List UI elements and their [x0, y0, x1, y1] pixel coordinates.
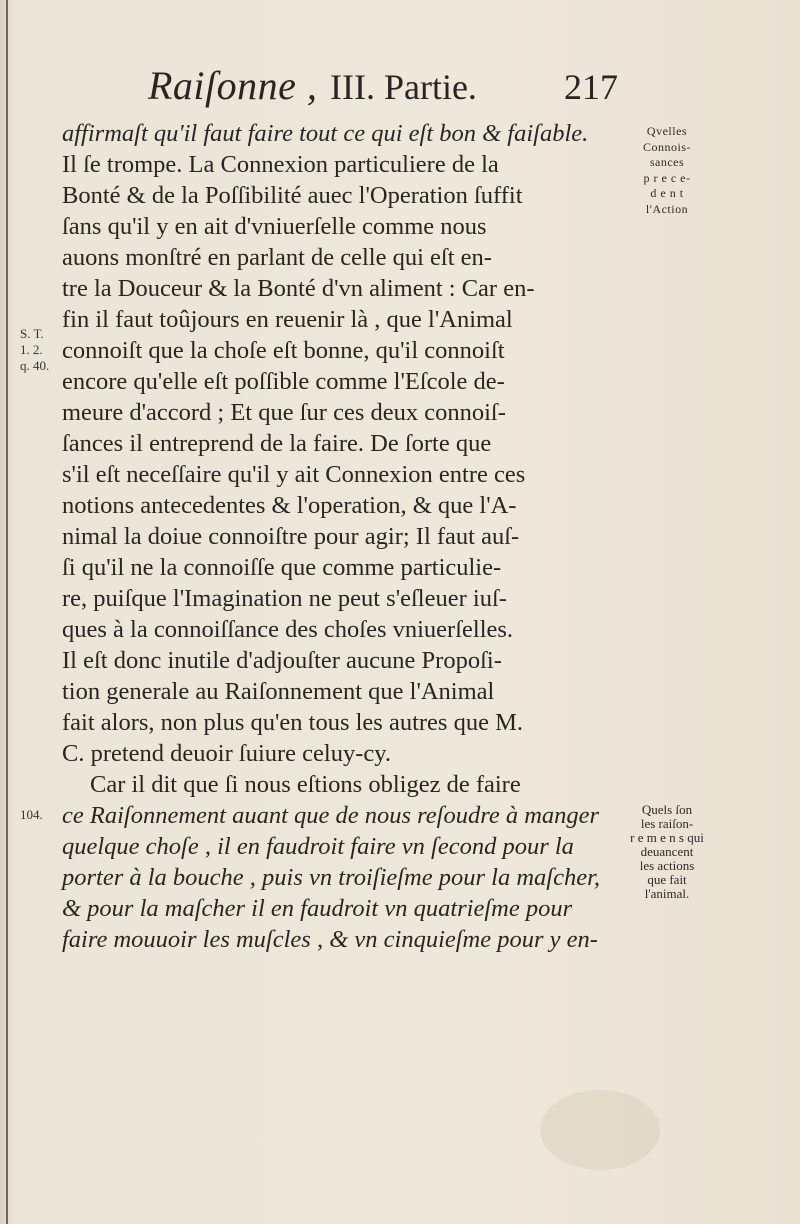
text-line: quelque choſe , il en faudroit faire vn ſecond pour la: [62, 833, 574, 860]
text-line: re, puiſque l'Imagination ne peut s'eſleuer iuſ-: [62, 585, 507, 612]
text-line: ſi qu'il ne la connoiſſe que comme particulie-: [62, 554, 502, 581]
text-line: porter à la bouche , puis vn troiſieſme pour la maſcher,: [62, 864, 601, 891]
text-line: C. pretend deuoir ſuiure celuy-cy.: [62, 740, 392, 767]
page-gutter: [6, 0, 8, 1224]
text-line: & pour la maſcher il en faudroit vn quatrieſme pour: [62, 895, 573, 922]
text-line: Il ſe trompe. La Connexion particuliere de la: [62, 151, 499, 178]
text-line: connoiſt que la choſe eſt bonne, qu'il connoiſt: [62, 337, 505, 364]
text-line: faire mouuoir les muſcles , & vn cinquieſme pour y en-: [62, 926, 598, 953]
text-line: Car il dit que ſi nous eſtions obligez de faire: [90, 771, 521, 798]
text-line: s'il eſt neceſſaire qu'il y ait Connexion entre ces: [62, 461, 526, 488]
text-line: affirmaſt qu'il faut faire tout ce qui eſt bon & faiſable.: [62, 120, 589, 147]
text-line: tion generale au Raiſonnement que l'Animal: [62, 678, 495, 705]
text-line: Bonté & de la Poſſibilité auec l'Operation ſuffit: [62, 182, 523, 209]
running-header: [148, 62, 618, 112]
text-line: fait alors, non plus qu'en tous les autres que M.: [62, 709, 523, 736]
margin-reference: q. 40.: [20, 358, 50, 373]
text-line: nimal la doiue connoiſtre pour agir; Il faut auſ-: [62, 523, 520, 550]
part-label: III. Partie.: [330, 67, 477, 107]
text-line: ſans qu'il y en ait d'vniuerſelle comme nous: [62, 213, 487, 240]
text-line: Il eſt donc inutile d'adjouſter aucune Propoſi-: [62, 647, 502, 674]
paper-stain: [540, 1090, 660, 1170]
text-line: meure d'accord ; Et que ſur ces deux connoiſ-: [62, 399, 506, 426]
page-number: 217: [564, 67, 618, 107]
text-line: notions antecedentes & l'operation, & que l'A-: [62, 492, 517, 519]
margin-reference: 1. 2.: [20, 342, 43, 357]
margin-note-raisonnements: Quels ſon les raiſon- r e m e n s qui deuancent les actions que fait l'animal.: [630, 802, 704, 901]
text-line: tre la Douceur & la Bonté d'vn aliment : Car en-: [62, 275, 535, 302]
text-line: fin il faut toûjours en reuenir là , que l'Animal: [62, 306, 513, 333]
body-text: [62, 118, 610, 955]
text-line: encore qu'elle eſt poſſible comme l'Eſcole de-: [62, 368, 505, 395]
margin-reference: S. T.: [20, 326, 44, 341]
text-line: auons monſtré en parlant de celle qui eſt en-: [62, 244, 492, 271]
text-line: ques à la connoiſſance des choſes vniuerſelles.: [62, 616, 514, 643]
margin-reference: 104.: [20, 807, 43, 822]
text-line: ſances il entreprend de la faire. De ſorte que: [62, 430, 492, 457]
margin-note-connoissances: Qvelles Connois- sances p r e c e- d e n t l'Action: [642, 124, 691, 216]
text-line: ce Raiſonnement auant que de nous reſoudre à manger: [62, 802, 600, 829]
running-title: Raiſonne ,: [148, 63, 318, 108]
